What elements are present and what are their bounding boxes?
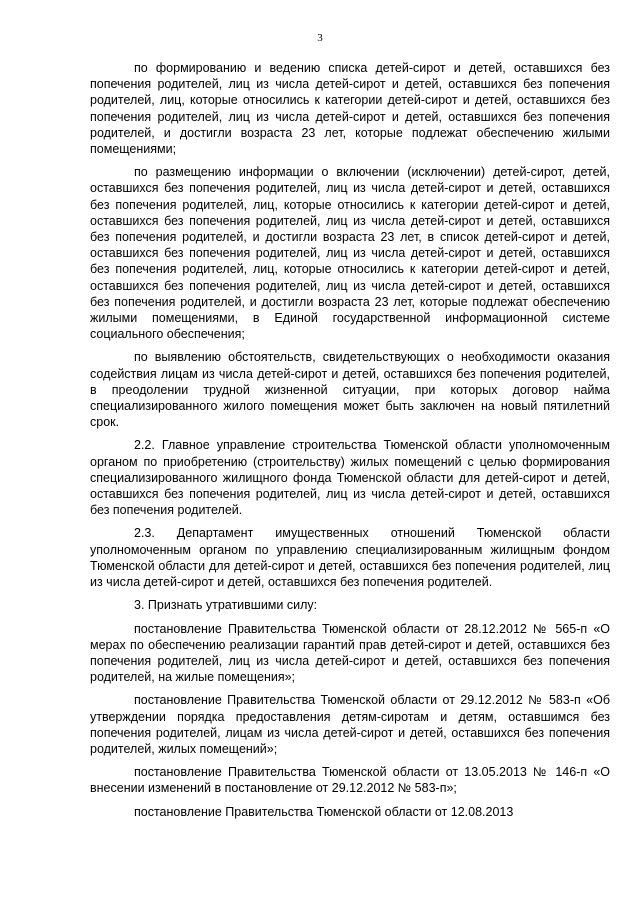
paragraph: 2.2. Главное управление строительства Тюменской области уполномоченным органом по приобретению (строительству) жилых помещений с целью формирования специализированного жилищного фонда Тюменской области для детей-сирот и детей, оставшихся без попечения родителей, лиц из числа детей-сирот и детей, оставшихся без попечения родителей.: [90, 438, 610, 518]
paragraph: постановление Правительства Тюменской области от 13.05.2013 № 146-п «О внесении изменений в постановление от 29.12.2012 № 583-п»;: [90, 765, 610, 796]
paragraph: постановление Правительства Тюменской области от 28.12.2012 № 565-п «О мерах по обеспечению реализации гарантий прав детей-сирот и детей, оставшихся без попечения родителей, лиц из числа детей-сирот и детей, оставшихся без попечения родителей, на жилые помещения»;: [90, 621, 610, 685]
paragraph: 2.3. Департамент имущественных отношений Тюменской области уполномоченным органом по управлению специализированным жилищным фондом Тюменской области для детей-сирот и детей, оставшихся без попечения родителей, лиц из числа детей-сирот и детей, оставшихся без попечения родителей.: [90, 526, 610, 590]
paragraph: по выявлению обстоятельств, свидетельствующих о необходимости оказания содействия лицам из числа детей-сирот и детей, оставшихся без попечения родителей, в преодолении трудной жизненной ситуации, при которых договор найма специализированного жилого помещения может быть заключен на новый пятилетний срок.: [90, 350, 610, 430]
page-number: 3: [317, 32, 323, 44]
paragraph: постановление Правительства Тюменской области от 12.08.2013: [134, 804, 514, 819]
paragraph: 3. Признать утратившими силу:: [134, 598, 318, 613]
paragraph: постановление Правительства Тюменской области от 29.12.2012 № 583-п «Об утверждении порядка предоставления детям-сиротам и детям, оставшимся без попечения родителей, лицам из числа детей-сирот и детей, оставшихся без попечения родителей, жилых помещений»;: [90, 693, 610, 756]
paragraph: по формированию и ведению списка детей-сирот и детей, оставшихся без попечения родителей, лиц из числа детей-сирот и детей, оставшихся без попечения родителей, лиц, которые относились к категории детей-сирот и детей, оставшихся без попечения родителей, лиц из числа детей-сирот и детей, оставшихся без попечения родителей, и достигли возраста 23 лет, которые подлежат обеспечению жилыми помещениями;: [90, 61, 610, 157]
paragraph: по размещению информации о включении (исключении) детей-сирот, детей, оставшихся без попечения родителей, лиц из числа детей-сирот и детей, оставшихся без попечения родителей, лиц, которые относились к категории детей-сирот и детей, оставшихся без попечения родителей, лиц из числа детей-сирот и детей, оставшихся без попечения родителей, и достигли возраста 23 лет, в список детей-сирот и детей, оставшихся без попечения родителей, лиц из числа детей-сирот и детей, оставшихся без попечения родителей, лиц, которые относились к категории детей-сирот и детей, оставшихся без попечения родителей, лиц из числа детей-сирот и детей, оставшихся без попечения родителей, и достигли возраста 23 лет, которые подлежат обеспечению жилыми помещениями, в Единой государственной информационной системе социального обеспечения;: [90, 165, 610, 342]
document-body: [90, 60, 610, 827]
